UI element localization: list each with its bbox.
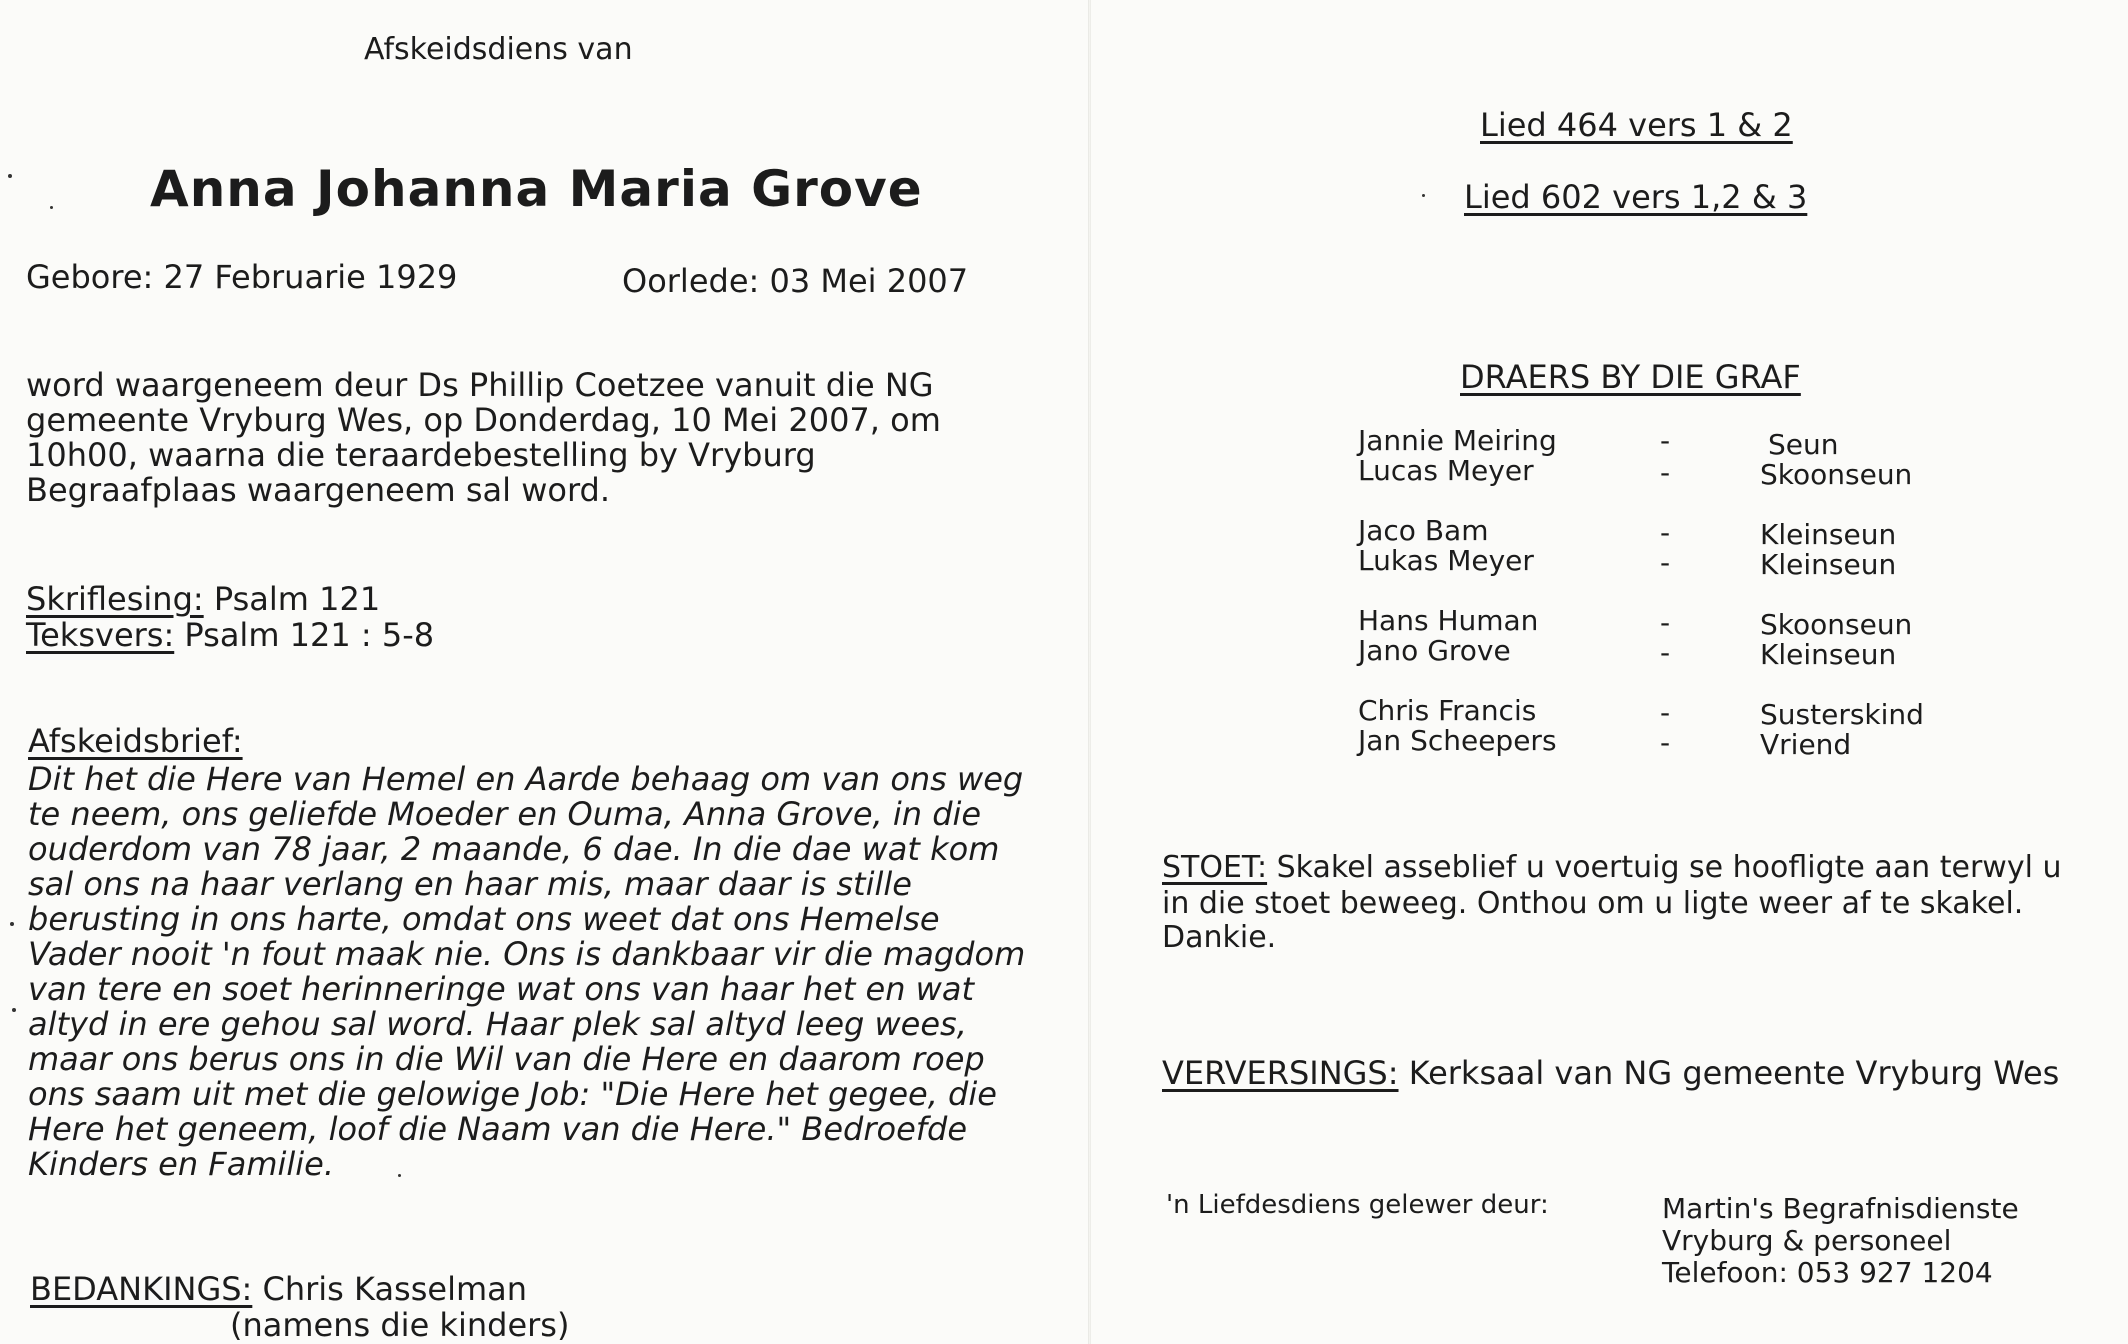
- bedankings-line: [30, 1270, 527, 1308]
- scan-speck: [12, 1008, 16, 1012]
- deceased-name: Anna Johanna Maria Grove: [150, 160, 923, 218]
- bearer-dash: -: [1660, 696, 1671, 729]
- bearer-relation: Kleinseun: [1760, 638, 1897, 671]
- bearer-name: Jano Grove: [1358, 634, 1511, 667]
- bearer-relation: Vriend: [1760, 728, 1852, 761]
- bearer-relation: Kleinseun: [1760, 548, 1897, 581]
- scan-speck: [10, 922, 14, 926]
- skriflesing-line: [26, 580, 380, 618]
- bearer-name: Lukas Meyer: [1358, 544, 1534, 577]
- verversings-label: VERVERSINGS:: [1162, 1054, 1399, 1092]
- bearer-name: Jaco Bam: [1358, 514, 1489, 547]
- bearer-dash: -: [1660, 726, 1671, 759]
- bedankings-label: BEDANKINGS:: [30, 1270, 253, 1308]
- service-by-label: 'n Liefdesdiens gelewer deur:: [1166, 1190, 1549, 1220]
- bearer-name: Lucas Meyer: [1358, 454, 1534, 487]
- bearer-name: Jannie Meiring: [1358, 424, 1557, 457]
- bearer-dash: -: [1660, 456, 1671, 489]
- birth-date: Gebore: 27 Februarie 1929: [26, 258, 458, 296]
- stoet-text-3: Dankie.: [1162, 920, 1277, 955]
- service-details: word waargeneem deur Ds Phillip Coetzee vanuit die NG gemeente Vryburg Wes, op Donderdag, 10 Mei 2007, om 10h00, waarna die teraardebestelling by Vryburg Begraafplaas waargeneem sal word.: [26, 366, 941, 509]
- bearer-relation: Kleinseun: [1760, 518, 1897, 551]
- verversings-line: [1162, 1054, 2059, 1092]
- death-date: Oorlede: 03 Mei 2007: [622, 262, 969, 300]
- stoet-text-2: in die stoet beweeg. Onthou om u ligte weer af te skakel.: [1162, 886, 2024, 921]
- provider-location: Vryburg & personeel: [1662, 1224, 1952, 1257]
- bearer-dash: -: [1660, 424, 1671, 457]
- skriflesing-value: Psalm 121: [213, 580, 381, 618]
- bearer-dash: -: [1660, 516, 1671, 549]
- teksvers-line: [26, 616, 434, 654]
- service-heading: Afskeidsdiens van: [364, 32, 633, 67]
- stoet-label: STOET:: [1162, 850, 1268, 885]
- stoet-line: [1162, 850, 2061, 885]
- bearer-name: Jan Scheepers: [1358, 724, 1557, 757]
- bearer-name: Chris Francis: [1358, 694, 1537, 727]
- bearer-dash: -: [1660, 546, 1671, 579]
- teksvers-label: Teksvers:: [26, 616, 175, 654]
- stoet-text: Skakel asseblief u voertuig se hoofligte aan terwyl u: [1276, 850, 2062, 885]
- bedankings-value: Chris Kasselman: [262, 1270, 528, 1308]
- bearer-relation: Susterskind: [1760, 698, 1924, 731]
- bedankings-note: (namens die kinders): [230, 1306, 570, 1344]
- scan-speck: [50, 206, 53, 209]
- bearer-relation: Seun: [1768, 428, 1839, 461]
- bearer-relation: Skoonseun: [1760, 458, 1913, 491]
- right-page: [1092, 0, 2128, 1344]
- bearer-dash: -: [1660, 606, 1671, 639]
- hymn-1: Lied 464 vers 1 & 2: [1480, 106, 1793, 144]
- provider-name: Martin's Begrafnisdienste: [1662, 1192, 2019, 1225]
- afskeidsbrief-label: Afskeidsbrief:: [28, 722, 243, 760]
- hymn-2: Lied 602 vers 1,2 & 3: [1464, 178, 1808, 216]
- afskeidsbrief-text: Dit het die Here van Hemel en Aarde behaag om van ons weg te neem, ons geliefde Moeder en Ouma, Anna Grove, in die ouderdom van 78 jaar, 2 maande, 6 dae. In die dae wat kom sal ons na haar verlang en haar mis, maar daar is stille berusting in ons harte, omdat ons weet dat ons Hemelse Vader nooit 'n fout maak nie. Ons is dankbaar vir die magdom van tere en soet herinneringe wat ons van haar het en wat altyd in ere gehou sal word. Haar plek sal altyd leeg wees, maar ons berus ons in die Wil van die Here en daarom roep ons saam uit met die gelowige Job: "Die Here het gegee, die Here het geneem, loof die Naam van die Here." Bedroefde Kinders en Familie.: [28, 760, 1026, 1183]
- verversings-value: Kerksaal van NG gemeente Vryburg Wes: [1408, 1054, 2060, 1092]
- teksvers-value: Psalm 121 : 5-8: [184, 616, 435, 654]
- draers-heading: DRAERS BY DIE GRAF: [1460, 358, 1801, 396]
- scan-speck: [8, 174, 12, 178]
- scan-speck: [1422, 194, 1425, 197]
- skriflesing-label: Skriflesing:: [26, 580, 204, 618]
- bearer-name: Hans Human: [1358, 604, 1539, 637]
- bearer-dash: -: [1660, 636, 1671, 669]
- scan-speck: [398, 1174, 401, 1177]
- provider-phone: Telefoon: 053 927 1204: [1662, 1256, 1993, 1289]
- bearer-relation: Skoonseun: [1760, 608, 1913, 641]
